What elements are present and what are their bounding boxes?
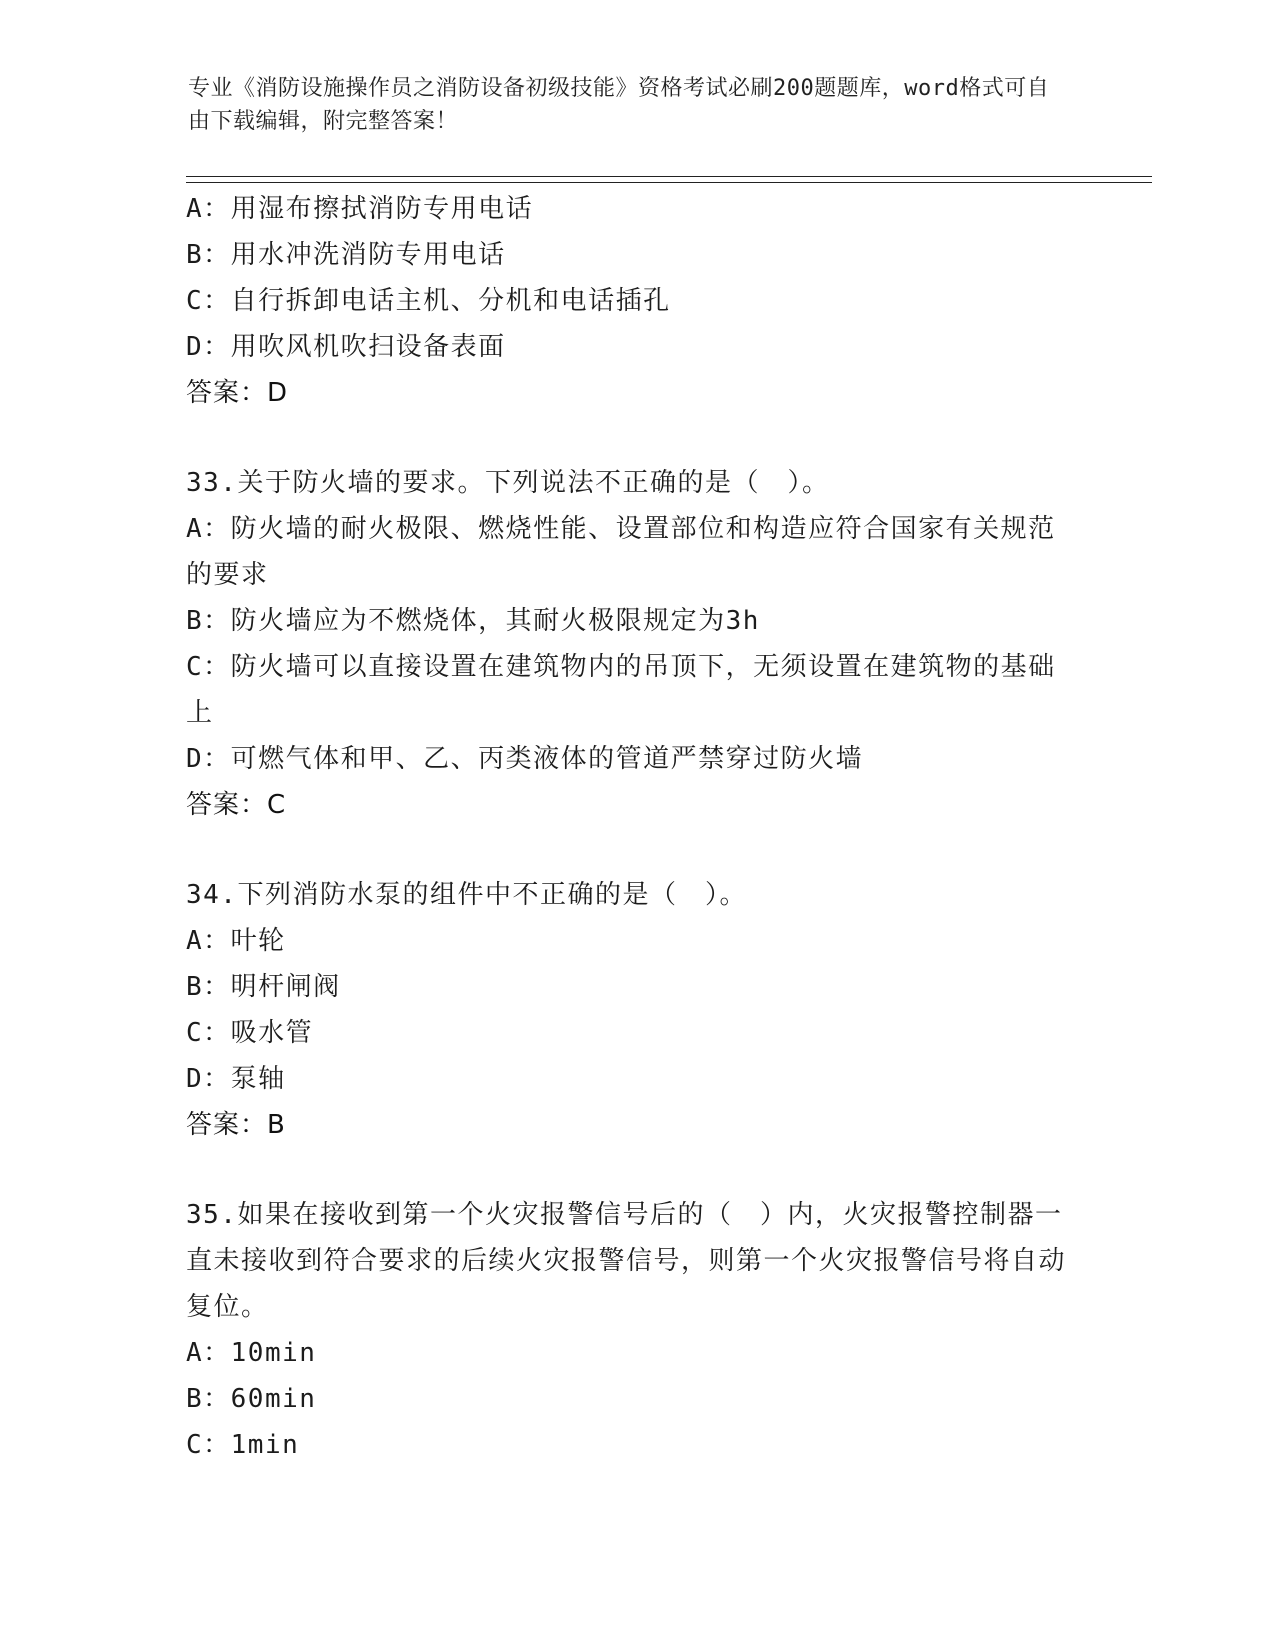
option-a: A：10min: [186, 1338, 317, 1368]
question-35: [186, 1192, 1086, 1468]
option-c: C：自行拆卸电话主机、分机和电话插孔: [186, 286, 671, 316]
question-33: [186, 460, 1086, 828]
option-b: B：明杆闸阀: [186, 972, 341, 1002]
question-gap: [186, 1148, 1086, 1192]
option-a: A：防火墙的耐火极限、燃烧性能、设置部位和构造应符合国家有关规范的要求: [186, 514, 1056, 590]
option-c: C：1min: [186, 1430, 300, 1460]
option-c: C：防火墙可以直接设置在建筑物内的吊顶下，无须设置在建筑物的基础上: [186, 652, 1056, 728]
option-d: D：用吹风机吹扫设备表面: [186, 332, 506, 362]
question-34: [186, 872, 1086, 1148]
header-text: 专业《消防设施操作员之消防设备初级技能》资格考试必刷200题题库，word格式可自由下载编辑，附完整答案！: [188, 76, 1050, 134]
header-divider-bottom: [186, 182, 1152, 183]
answer-text: 答案：B: [186, 1110, 286, 1140]
option-b: B：用水冲洗消防专用电话: [186, 240, 506, 270]
option-b: B：防火墙应为不燃烧体，其耐火极限规定为3h: [186, 606, 760, 636]
question-stem: 33.关于防火墙的要求。下列说法不正确的是（ ）。: [186, 468, 830, 498]
question-gap: [186, 828, 1086, 872]
option-c: C：吸水管: [186, 1018, 314, 1048]
question-gap: [186, 416, 1086, 460]
option-a: A：叶轮: [186, 926, 286, 956]
question-list: [186, 186, 1086, 1468]
option-b: B：60min: [186, 1384, 317, 1414]
question-stem: 35.如果在接收到第一个火灾报警信号后的（ ）内，火灾报警控制器一直未接收到符合要求的后续火灾报警信号，则第一个火灾报警信号将自动复位。: [186, 1200, 1067, 1322]
option-a: A：用湿布擦拭消防专用电话: [186, 194, 534, 224]
question-stem: 34.下列消防水泵的组件中不正确的是（ ）。: [186, 880, 747, 910]
header-divider-top: [186, 176, 1152, 177]
option-d: D：泵轴: [186, 1064, 286, 1094]
question-32-continued: [186, 186, 1086, 416]
document-header: [188, 72, 1068, 138]
answer-text: 答案：C: [186, 790, 287, 820]
option-d: D：可燃气体和甲、乙、丙类液体的管道严禁穿过防火墙: [186, 744, 864, 774]
answer-text: 答案：D: [186, 378, 289, 408]
